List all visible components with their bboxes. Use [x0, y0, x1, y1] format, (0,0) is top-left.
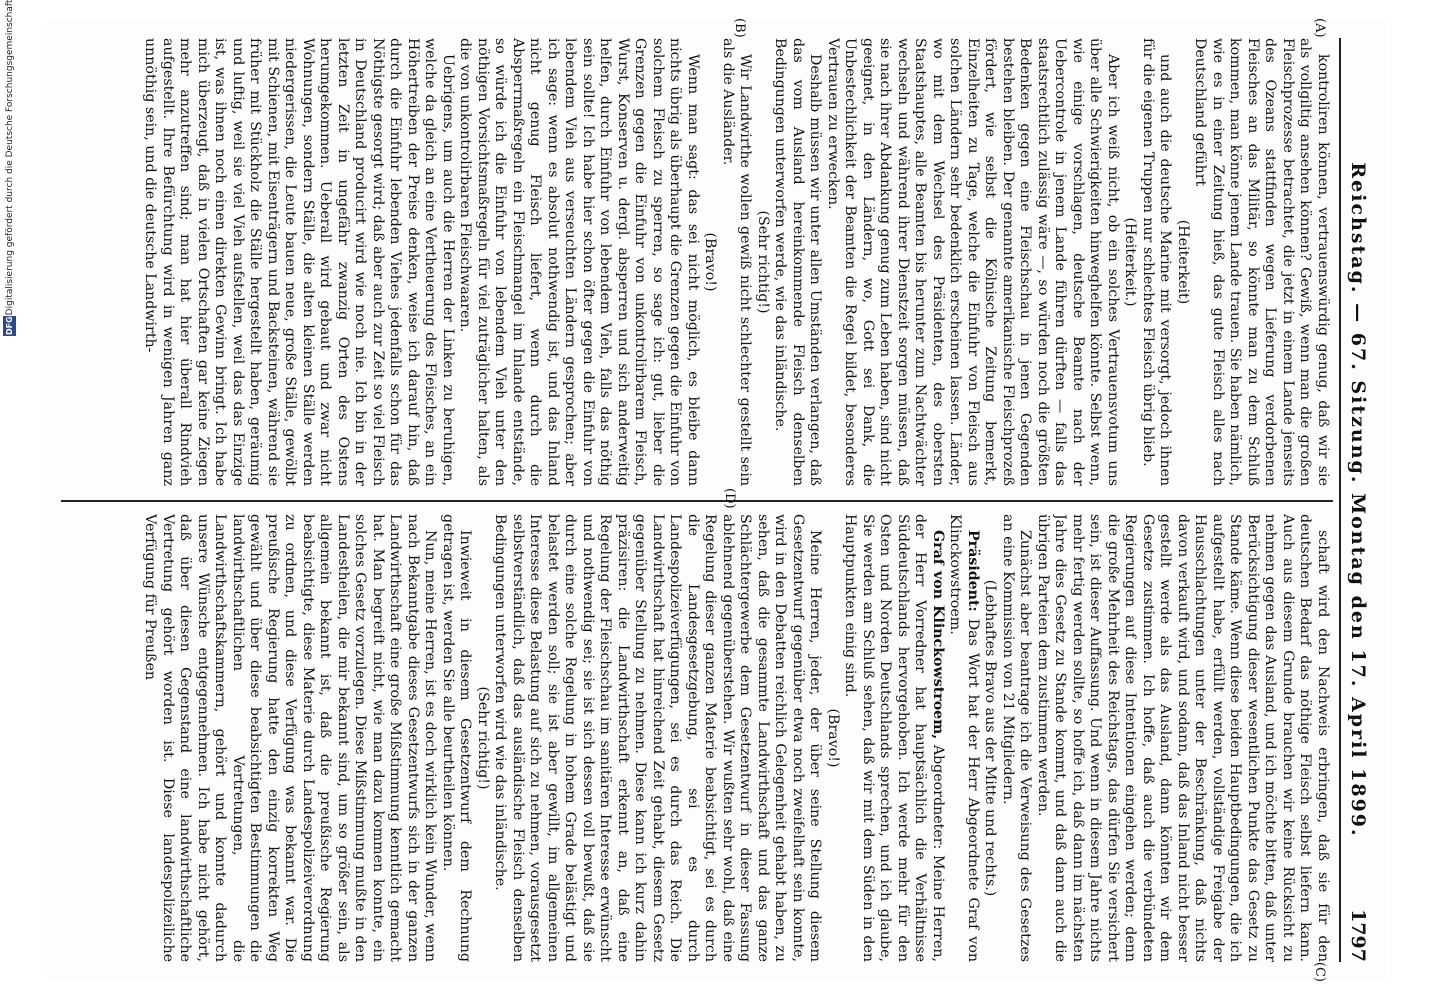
digitization-credit: [0, 0, 20, 1000]
interjection: (Sehr richtig!): [755, 210, 771, 314]
paragraph: und auch die deutsche Marine mit versorgt, jedoch ihnen für die eigenen Truppen nur schlechtes Fleisch übrig blieb.: [1140, 38, 1174, 486]
interjection: (Sehr richtig!): [475, 686, 491, 790]
paragraph: Wir Landwirthe wollen gewiß nicht schlechter gestellt sein als die Ausländer.: [720, 38, 754, 486]
paragraph: Inwieweit in diesem Gesetzentwurf dem Rechnung getragen ist, werden Sie alle beurtheilen können.: [440, 514, 474, 962]
interjection: (Bravo!): [702, 232, 719, 292]
paragraph: schaft wird den Nachweis erbringen, daß sie für den deutschen Bedarf das nöthige Fleisch selbst liefern kann. Auch aus diesem Grunde brauchen wir keine Rücksicht zu nehmen gegen das Ausland, und ich möchte bitten, daß unter Berücksichtigung dieser wesentlichen Punkte das Gesetz zu Stande käme. Wenn diese beiden Hauptbedingungen, die ich aufgestellt habe, erfüllt werden, vollständige Freigabe der Hausschlachtungen unter der Beschränkung, daß nichts davon verkauft wird, und sodann, daß das Inland nicht besser gestellt werde als das Ausland, dann könnten wir dem Gesetze zustimmen. Ich hoffe, daß auch die verbündeten Regierungen auf diese Intentionen eingehen werden; denn die große Mehrheit des Reichstags, das dürfen Sie versichert sein, ist dieser Auffassung. Und wenn in diesem Jahre nichts mehr fertig werden sollte, so hoffe ich, daß dann im nächsten Jahre dies Gesetz zu Stande kommt, und daß dann auch die übrigen Parteien dem zustimmen werden.: [1035, 514, 1331, 962]
newspaper-page: [47, 20, 1387, 980]
column-divider: [61, 500, 1333, 502]
right-column: [61, 514, 1331, 962]
paragraph: Wenn man sagt: das sei nicht möglich, es bleibe dann nichts übrig als überhaupt die Grenzen gegen die Einfuhr von solchem Fleisch zu sperren, so sage ich: gut, lieber die Grenzen gegen die Einfuhr von unkontrolirbarem Fleisch, Wurst, Konserven u. dergl. absperren und sich anderweitig helfen, durch Einfuhr von lebendem Vieh, falls das nöthig sein sollte! Ich habe hier schon öfter gegen die Einfuhr von lebendem Vieh aus verseuchten Ländern gesprochen; aber ich sage: wenn es absolut nothwendig ist, und das Inland nicht genug Fleisch liefert, wenn durch die Absperrmaßregeln ein Fleischmangel im Inlande entstände, so würde ich die Einfuhr von lebendem Vieh unter den nöthigen Vorsichtsmaßregeln für viel zuträglicher halten, als die von unkontrolirbaren Fleischwaaren.: [457, 38, 701, 486]
page-number: 1797: [1347, 909, 1369, 962]
paragraph: Meine Herren, jeder, der über seine Stellung diesem Gesetzentwurf gegenüber etwa noch zweifelhaft sein konnte, wird in den Debatten reichlich Gelegenheit gehabt haben, zu sehen, daß die gesammte Landwirthschaft und das ganze Schlächtergewerbe dem Gesetzentwurf in dieser Fassung ablehnend gegenüberstehen. Wir wußten sehr wohl, daß eine Regelung dieser ganzen Materie beabsichtigt, sei es durch die Landesgesetzgebung, sei es durch Landespolizeiverfügungen, sei es durch das Reich. Die Landwirthschaft hat hinreichend Zeit gehabt, diesem Gesetz gegenüber Stellung zu nehmen. Diese kann ich kurz dahin präzisiren: die Landwirthschaft erkennt an, daß eine Regelung der Fleischschau im sanitären Interesse erwünscht und nothwendig sei; sie ist sich dessen voll bewußt, daß sie durch eine solche Regelung in hohem Grade belästigt und belastet werden soll; sie ist aber gewillt, im allgemeinen Interesse diese Belastung auf sich zu nehmen, vorausgesetzt selbstverständlich, daß das ausländische Fleisch denselben Bedingungen unterworfen wird wie das inländische.: [492, 514, 824, 962]
margin-marker-a: (A): [1312, 18, 1327, 38]
speaker-paragraph: [946, 514, 981, 962]
paragraph: Aber ich weiß nicht, ob ein solches Vertrauensvotum uns über alle Schwierigkeiten hinweghelfen könnte. Selbst wenn, wie einige vorschlagen, deutsche Beamte nach der Uebercontrole in jenem Lande führen dürften — falls das staatsrechtlich zulässig wäre —, so würden noch die größten Bedenken gegen eine Fleischschau in jenen Gegenden bestehen bleiben. Der genannte amerikanische Fleischprozeß fördert, wie selbst die Kölnische Zeitung bemerkt, Einzelheiten zu Tage, welche die Einfuhr von Fleisch aus solchen Ländern sehr bedenklich erscheinen lassen. Länder, wo mit dem Wechsel des Präsidenten, des obersten Staatshauptes, alle Beamten bis herunter zum Nachtwächter wechseln und während ihrer Dienstzeit sorgen müssen, daß sie nach ihrer Abdankung genug zum Leben haben, sind nicht geeignet, in den Ländern, wo, Gott sei Dank, die Unbestechlichkeit der Beamten die Regel bildet, besonderes Vertrauen zu erwecken.: [825, 38, 1121, 486]
margin-marker-c: (C): [1312, 961, 1327, 982]
speaker-text: Abgeordneter: Meine Herren, der Herr Vorredner hat hauptsächlich die Verhältnisse Süddeutschlands hervorgehoben. Ich werde mehr für den Osten und Norden Deutschlands sprechen, und ich glaube, Sie werden am Schluß sehen, daß wir mit dem Süden in den Hauptpunkten einig sind.: [842, 514, 946, 962]
margin-marker-d: (D): [722, 488, 737, 509]
interjection: (Heiterkeit.): [1122, 217, 1139, 307]
page-title: Reichstag. — 67. Sitzung. Montag den 17. April 1899.: [1347, 162, 1369, 838]
paragraph: kontroliren können, vertrauenswürdig genug, daß wir sie als vollgiltig ansehen können? Gewiß, wenn man die großen Fleischprozesse betrachtet, die jetzt in einem Lande jenseits des Ozeans stattfinden wegen Lieferung verdorbenen Fleisches an das Militär, so könnte man zu dem Schluß kommen, man könne jenem Lande trauen. Sie haben nämlich, wie es in einer Zeitung hieß, das gute Fleisch alles nach Deutschland geführt: [1192, 38, 1331, 486]
page-header: [1339, 38, 1375, 962]
interjection: (Lebhaftes Bravo aus der Mitte und rechts.): [982, 579, 999, 897]
interjection: (Heiterkeit): [1175, 219, 1191, 305]
speaker-paragraph: [841, 514, 946, 962]
left-column: [61, 38, 1331, 486]
speaker-name: Graf von Klinckowstroem,: [930, 530, 946, 740]
dfg-logo: DFG: [5, 316, 14, 336]
credit-text: Digitalisierung gefördert durch die Deutsche Forschungsgemeinschaft: [5, 0, 15, 316]
speaker-text: Das Wort hat der Herr Abgeordnete Graf von Klinckowstroem.: [947, 514, 981, 962]
paragraph: Nun, meine Herren, ist es doch wirklich kein Wunder, wenn nach Bekanntgabe dieses Gesetzentwurfs sich in der ganzen Landwirthschaft eine große Mißstimmung kenntlich gemacht hat. Man begreift nicht, wie man dazu kommen konnte, ein solches Gesetz vorzulegen. Diese Mißstimmung mußte in den Landestheilen, die mir bekannt sind, um so größer sein, als allgemein bekannt ist, daß die preußische Regierung beabsichtigte, diese Materie durch Landespolizeiverordnung zu ordnen, und diese Verfügung was bekannt war. Die preußische Regierung hatte den einzig korrekten Weg gewählt und über diese beabsichtigten Bestimmungen die landwirthschaftlichen Vertretungen, die Landwirthschaftskammern, gehört und konnte dadurch unsere Wünsche entgegennehmen. Ich habe nicht gehört, daß über diesen Gegenstand eine landwirthschaftliche Vertretung gehört worden ist. Diese landespolizeiliche Verfügung für Preußen: [142, 514, 439, 962]
speaker-name: Präsident:: [965, 530, 981, 612]
paragraph: Deshalb müssen wir unter allen Umständen verlangen, daß das vom Ausland hereinkommende Fleisch denselben Bedingungen unterworfen werde, wie das inländische.: [772, 38, 824, 486]
interjection: (Bravo!): [825, 708, 841, 768]
paragraph: Zunächst aber beantrage ich die Verweisung des Gesetzes an eine Kommission von 21 Mitgliedern.: [1000, 514, 1034, 962]
margin-marker-b: (B): [732, 18, 747, 38]
paragraph: Uebrigens, um auch die Herren der Linken zu beruhigen, welche da gleich an eine Vertheuerung des Fleisches, an ein Höhertreiben der Preise denken, weise ich darauf hin, daß durch die Einfuhr lebenden Viehes jedenfalls schon für das Nöthigste gesorgt wird; daß aber auch zur Zeit so viel Fleisch in Deutschland producirt wird wie noch nie. Ich bin in der letzten Zeit in ungefähr zwanzig Orten des Ostens herumgekommen. Ueberall wird gebaut und zwar nicht Wohnungen, sondern Ställe, die alten kleinen Ställe werden niedergerissen, die Leute bauen neue, große Ställe, gewölbt mit Schienen, mit Eisenträgern und Backsteinen, während sie früher mit Stückholz die Ställe hergestellt haben, geräumig und luftig, weil sie viel Vieh aufstellen, weil das das Einzige ist, was ihnen noch einen direkten Gewinn bringt. Ich habe mich überzeugt, daß in vielen Ortschaften gar keine Ziegen mehr anzutreffen sind; man hat hier überall Rindvieh aufgestellt. Ihre Befürchtung wird in wenigen Jahren ganz unnöthig sein, und die deutsche Landwirth-: [142, 38, 456, 486]
